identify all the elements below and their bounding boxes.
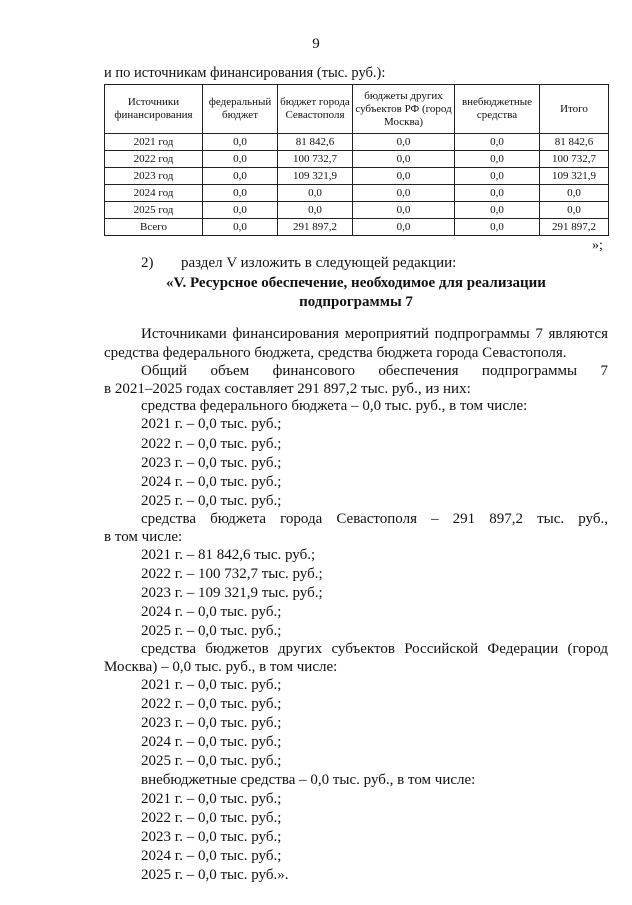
list-item: 2021 г. – 0,0 тыс. руб.;: [141, 677, 282, 693]
list-item: 2023 г. – 109 321,9 тыс. руб.;: [141, 585, 323, 601]
other-heading-cont: Москва) – 0,0 тыс. руб., в том числе:: [104, 659, 338, 675]
table-cell: 2023 год: [105, 168, 203, 185]
list-item: 2023 г. – 0,0 тыс. руб.;: [141, 455, 282, 471]
table-cell: 0,0: [540, 185, 609, 202]
table-cell: 109 321,9: [278, 168, 353, 185]
list-item: 2022 г. – 0,0 тыс. руб.;: [141, 696, 282, 712]
list-item: 2024 г. – 0,0 тыс. руб.;: [141, 604, 282, 620]
section-title: [104, 274, 608, 312]
table-cell: 0,0: [455, 134, 540, 151]
table-row: [105, 134, 609, 151]
list-item: 2024 г. – 0,0 тыс. руб.;: [141, 848, 282, 864]
item-number: 2): [141, 255, 154, 271]
closing-quote: »;: [592, 238, 603, 253]
list-item: 2021 г. – 0,0 тыс. руб.;: [141, 791, 282, 807]
table-row: [105, 185, 609, 202]
table-cell: 0,0: [203, 219, 278, 236]
table-header-row: [105, 85, 609, 134]
list-item: 2022 г. – 0,0 тыс. руб.;: [141, 436, 282, 452]
federal-heading: средства федерального бюджета – 0,0 тыс. руб., в том числе:: [141, 398, 528, 414]
extra-heading: внебюджетные средства – 0,0 тыс. руб., в том числе:: [141, 772, 476, 788]
table-row: [105, 151, 609, 168]
table-cell: 0,0: [278, 202, 353, 219]
table-cell: 81 842,6: [278, 134, 353, 151]
list-item: 2025 г. – 0,0 тыс. руб.;: [141, 493, 282, 509]
header-extrabudgetary: внебюджетные средства: [455, 85, 540, 134]
table-cell: 2024 год: [105, 185, 203, 202]
table-cell: 100 732,7: [540, 151, 609, 168]
list-item: 2021 г. – 0,0 тыс. руб.;: [141, 416, 282, 432]
table-cell: 100 732,7: [278, 151, 353, 168]
list-item: 2025 г. – 0,0 тыс. руб.».: [141, 867, 289, 883]
list-item: 2024 г. – 0,0 тыс. руб.;: [141, 474, 282, 490]
table-cell: 0,0: [278, 185, 353, 202]
list-item: 2022 г. – 0,0 тыс. руб.;: [141, 810, 282, 826]
list-item: 2023 г. – 0,0 тыс. руб.;: [141, 829, 282, 845]
table-cell: 2021 год: [105, 134, 203, 151]
header-other-subjects: бюджеты других субъектов РФ (город Москва): [353, 85, 455, 134]
table-cell: 2022 год: [105, 151, 203, 168]
table-cell: 0,0: [203, 134, 278, 151]
city-heading: средства бюджета города Севастополя – 291 897,2 тыс. руб.,: [141, 511, 608, 527]
table-cell: 0,0: [353, 168, 455, 185]
table-cell: 0,0: [353, 202, 455, 219]
table-intro: и по источникам финансирования (тыс. руб.):: [104, 65, 386, 81]
section-title-line: «V. Ресурсное обеспечение, необходимое для реализации: [166, 275, 546, 291]
paragraph-total-line: в 2021–2025 годах составляет 291 897,2 тыс. руб., из них:: [104, 381, 471, 397]
table-cell: 0,0: [203, 185, 278, 202]
table-cell: 2025 год: [105, 202, 203, 219]
table-cell: 291 897,2: [278, 219, 353, 236]
table-row: [105, 168, 609, 185]
table-cell: 0,0: [353, 134, 455, 151]
list-item: 2024 г. – 0,0 тыс. руб.;: [141, 734, 282, 750]
list-item: 2025 г. – 0,0 тыс. руб.;: [141, 623, 282, 639]
list-item: 2022 г. – 100 732,7 тыс. руб.;: [141, 566, 323, 582]
section-title-line: подпрограммы 7: [299, 294, 413, 310]
table-cell: 0,0: [203, 151, 278, 168]
item-text: раздел V изложить в следующей редакции:: [181, 255, 457, 271]
table-cell: 0,0: [203, 202, 278, 219]
header-sources: Источники финансирования: [105, 85, 203, 134]
header-city: бюджет города Севастополя: [278, 85, 353, 134]
table-row: [105, 202, 609, 219]
list-item: 2025 г. – 0,0 тыс. руб.;: [141, 753, 282, 769]
paragraph-total-line: Общий объем финансового обеспечения подпрограммы 7: [141, 363, 608, 379]
table-cell: 0,0: [455, 168, 540, 185]
table-row-total: [105, 219, 609, 236]
table-cell: 81 842,6: [540, 134, 609, 151]
header-federal: федеральный бюджет: [203, 85, 278, 134]
table-cell: 109 321,9: [540, 168, 609, 185]
table-cell: 291 897,2: [540, 219, 609, 236]
table-cell: Всего: [105, 219, 203, 236]
table-cell: 0,0: [353, 219, 455, 236]
table-cell: 0,0: [353, 151, 455, 168]
header-total: Итого: [540, 85, 609, 134]
table-cell: 0,0: [455, 219, 540, 236]
table-cell: 0,0: [203, 168, 278, 185]
table-cell: 0,0: [353, 185, 455, 202]
page-number: 9: [312, 36, 320, 52]
table-cell: 0,0: [540, 202, 609, 219]
table-cell: 0,0: [455, 185, 540, 202]
table-cell: 0,0: [455, 202, 540, 219]
city-heading-cont: в том числе:: [104, 529, 183, 545]
table-cell: 0,0: [455, 151, 540, 168]
other-heading: средства бюджетов других субъектов Российской Федерации (город: [141, 641, 608, 657]
financing-table: [104, 84, 609, 236]
list-item: 2023 г. – 0,0 тыс. руб.;: [141, 715, 282, 731]
list-item: 2021 г. – 81 842,6 тыс. руб.;: [141, 547, 316, 563]
paragraph-sources: Источниками финансирования мероприятий подпрограммы 7 являются средства федерального бюджета, средства бюджета города Севастополя.: [104, 326, 608, 361]
